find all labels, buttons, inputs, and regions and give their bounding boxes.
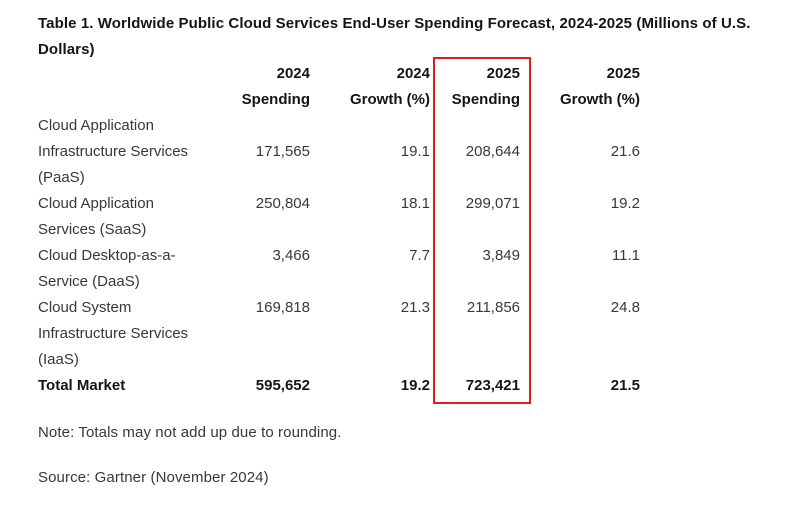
- cell-spending_2025: 211,856: [466, 298, 520, 316]
- table-row-line: [38, 320, 640, 346]
- cell-spending_2024: Spending: [241, 90, 310, 108]
- row-label: Cloud System: [38, 298, 132, 316]
- cell-growth_2025: 19.2: [610, 194, 640, 212]
- row-label: Cloud Application: [38, 194, 154, 212]
- table-row-line: [38, 372, 640, 398]
- table-row-line: [38, 216, 640, 242]
- cell-growth_2025: 24.8: [610, 298, 640, 316]
- cell-spending_2024: 171,565: [255, 142, 310, 160]
- cell-growth_2025: 11.1: [611, 246, 640, 264]
- table-row-line: [38, 138, 640, 164]
- cell-growth_2024: 18.1: [400, 194, 430, 212]
- cell-spending_2024: 169,818: [255, 298, 310, 316]
- header-year-line: [38, 60, 640, 86]
- row-label: (PaaS): [38, 168, 85, 186]
- spending-table-body: [38, 112, 640, 398]
- row-label: Infrastructure Services: [38, 142, 189, 160]
- table-row-line: [38, 242, 640, 268]
- cell-growth_2024: 19.1: [400, 142, 430, 160]
- cell-growth_2024: 21.3: [400, 298, 430, 316]
- table-row-line: [38, 346, 640, 372]
- table-row-line: [38, 112, 640, 138]
- table-row-line: [38, 190, 640, 216]
- cell-spending_2024: 595,652: [255, 376, 310, 394]
- row-label: Service (DaaS): [38, 272, 140, 290]
- cell-spending_2025: Spending: [451, 90, 520, 108]
- table-row-line: [38, 268, 640, 294]
- cell-growth_2024: 7.7: [409, 246, 430, 264]
- cell-growth_2024: 19.2: [400, 376, 430, 394]
- cell-growth_2024: 2024: [396, 64, 430, 82]
- table-source: Source: Gartner (November 2024): [38, 469, 269, 486]
- row-label: (IaaS): [38, 350, 79, 368]
- cell-growth_2025: Growth (%): [560, 90, 640, 108]
- table-row-line: [38, 164, 640, 190]
- cell-spending_2024: 3,466: [272, 246, 310, 264]
- cell-spending_2025: 2025: [486, 64, 520, 82]
- cell-spending_2025: 723,421: [465, 376, 520, 394]
- row-label: Infrastructure Services: [38, 324, 189, 342]
- table-title: Table 1. Worldwide Public Cloud Services End-User Spending Forecast, 2024-2025 (Millions of U.S. Dollars): [38, 15, 751, 58]
- cell-spending_2024: 250,804: [255, 194, 310, 212]
- row-label: Total Market: [38, 376, 126, 394]
- cell-spending_2025: 208,644: [465, 142, 520, 160]
- spending-table: [38, 60, 640, 398]
- cell-growth_2025: 21.5: [610, 376, 640, 394]
- cell-spending_2025: 299,071: [465, 194, 520, 212]
- header-metric-line: [38, 86, 640, 112]
- cell-spending_2024: 2024: [276, 64, 310, 82]
- cell-growth_2025: 21.6: [610, 142, 640, 160]
- row-label: Cloud Application: [38, 116, 154, 134]
- row-label: Services (SaaS): [38, 220, 147, 238]
- cell-growth_2025: 2025: [606, 64, 640, 82]
- table-row-line: [38, 294, 640, 320]
- table-note: Note: Totals may not add up due to rounding.: [38, 424, 342, 441]
- cell-growth_2024: Growth (%): [350, 90, 430, 108]
- cell-spending_2025: 3,849: [482, 246, 520, 264]
- spending-table-header: [38, 60, 640, 112]
- row-label: Cloud Desktop-as-a-: [38, 246, 176, 264]
